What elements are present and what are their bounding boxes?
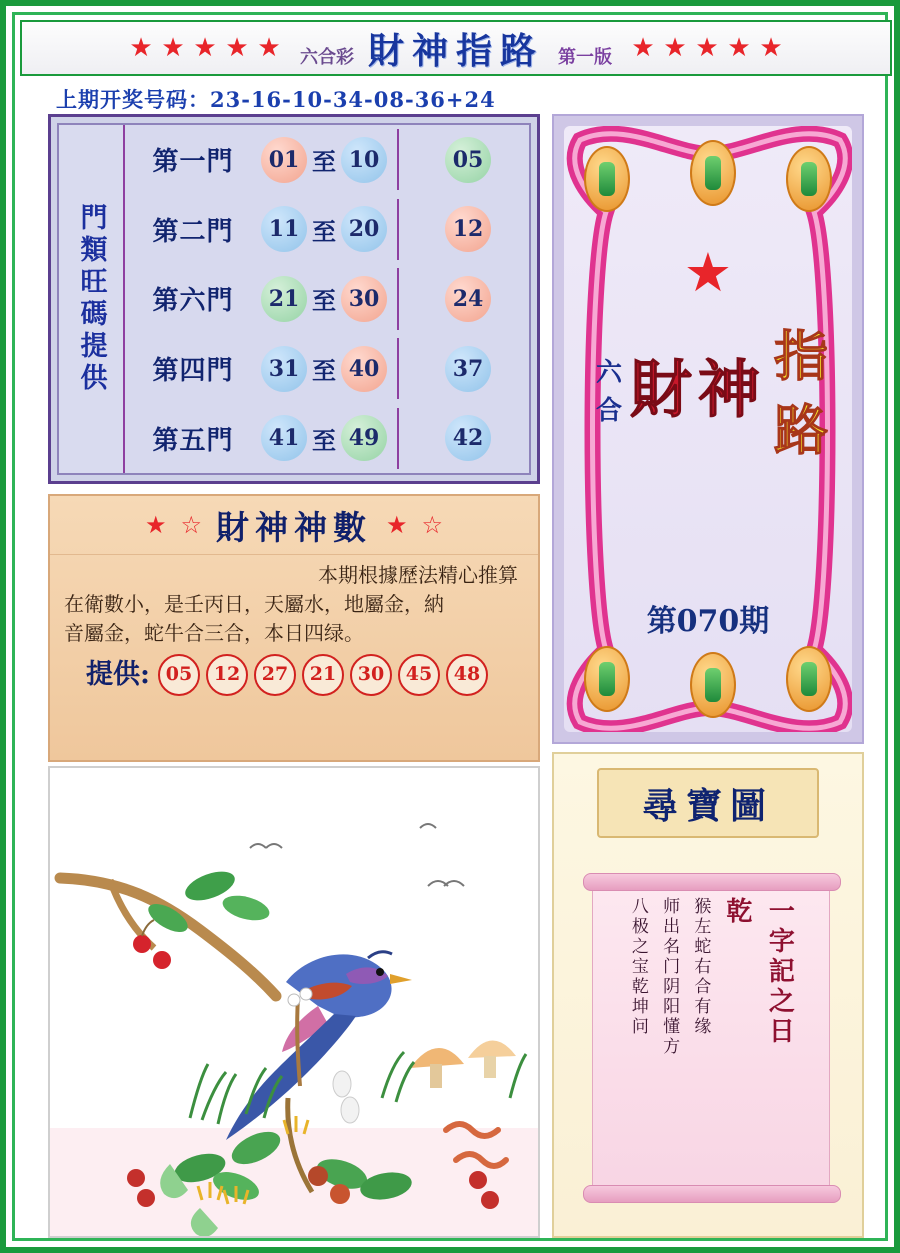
poster-inner — [564, 126, 852, 732]
divine-picks-row — [64, 648, 524, 696]
poster-char-lu: 路 — [774, 398, 828, 462]
scroll-column-3: 猴左蛇右合有缘 — [690, 897, 711, 1037]
gate-name: 第六門 — [152, 286, 234, 317]
gate-connector: 至 — [312, 356, 336, 386]
poster-char-he: 合 — [596, 396, 623, 426]
scroll-column-qian: 乾 — [721, 897, 752, 927]
picks-label: 提供: — [86, 659, 150, 691]
bird-illustration-svg — [50, 768, 538, 1236]
header-edition: 第一版 — [558, 46, 612, 68]
pick-number: 30 — [350, 654, 392, 696]
pick-number: 12 — [206, 654, 248, 696]
poster-title-characters — [586, 306, 830, 586]
gem-icon — [786, 146, 832, 212]
gate-special-number: 05 — [445, 137, 491, 183]
star-icon: ★ — [225, 33, 249, 63]
gate-special-cell — [407, 137, 529, 183]
header-stars-left — [128, 35, 282, 61]
gate-connector: 至 — [312, 425, 336, 455]
scroll-columns — [593, 897, 829, 1179]
divine-numbers-text — [50, 555, 538, 696]
header-stars-right — [630, 35, 784, 61]
star-icon: ★ — [695, 33, 719, 63]
gem-icon — [690, 140, 736, 206]
star-icon: ★ — [683, 241, 733, 304]
divine-numbers-title-bar — [50, 496, 538, 555]
gate-range-to: 30 — [341, 276, 387, 322]
gate-range-to: 10 — [341, 137, 387, 183]
gate-special-number: 24 — [445, 276, 491, 322]
poster-char-zhi: 指 — [774, 324, 828, 388]
star-icon: ★ — [759, 33, 783, 63]
poster-panel — [552, 114, 864, 744]
divine-text-line-1: 本期根據歷法精心推算 — [318, 563, 518, 587]
table-row — [125, 264, 529, 334]
gate-range-from: 21 — [261, 276, 307, 322]
gate-divider — [397, 268, 399, 329]
table-row — [125, 195, 529, 265]
pick-number: 45 — [398, 654, 440, 696]
gate-name: 第一門 — [152, 147, 234, 178]
pick-number: 05 — [158, 654, 200, 696]
scroll-column-4: 师出名门阴阳懂方 — [659, 897, 680, 1057]
gem-icon — [584, 146, 630, 212]
gate-divider — [397, 338, 399, 399]
gate-table-inner — [57, 123, 531, 475]
star-icon: ★ — [727, 33, 751, 63]
star-icon: ★ — [386, 511, 408, 539]
star-icon: ★ — [631, 33, 655, 63]
table-row — [125, 125, 529, 195]
pick-number: 21 — [302, 654, 344, 696]
star-outline-icon: ☆ — [421, 511, 444, 539]
gate-rows — [125, 125, 529, 473]
star-icon: ★ — [144, 511, 167, 539]
gem-icon — [584, 646, 630, 712]
gate-special-number: 12 — [445, 206, 491, 252]
poster-char-cai: 財 — [630, 353, 693, 426]
gate-name: 第二門 — [152, 216, 234, 247]
star-icon: ★ — [663, 33, 687, 63]
gate-special-number: 37 — [445, 346, 491, 392]
table-row — [125, 334, 529, 404]
gate-divider — [397, 408, 399, 469]
gate-special-cell — [407, 346, 529, 392]
gate-divider — [397, 129, 399, 190]
page-title: 財神指路 — [367, 29, 544, 72]
header-subtitle: 六合彩 — [299, 46, 354, 68]
pick-number: 48 — [446, 654, 488, 696]
gate-range-from: 11 — [261, 206, 307, 252]
gate-side-label — [59, 125, 125, 473]
divine-numbers-title: 財神神數 — [216, 507, 372, 547]
pick-number: 27 — [254, 654, 296, 696]
treasure-map-title: 尋寶圖 — [597, 768, 819, 838]
gate-connector: 至 — [312, 286, 336, 316]
gate-special-cell — [407, 415, 529, 461]
star-icon: ★ — [129, 33, 153, 63]
divine-text-line-3: 音屬金，蛇牛合三合，本日四绿。 — [64, 621, 364, 645]
last-draw-numbers: 上期开奖号码：23-16-10-34-08-36+24 — [56, 87, 496, 112]
gate-range-to: 49 — [341, 415, 387, 461]
gate-range-from: 41 — [261, 415, 307, 461]
bird-illustration — [48, 766, 540, 1238]
scroll-column-5: 八极之宝乾坤问 — [627, 897, 648, 1037]
star-icon: ★ — [161, 33, 185, 63]
treasure-map-panel — [552, 752, 864, 1238]
divine-numbers-panel — [48, 494, 540, 762]
gem-icon — [690, 652, 736, 718]
gate-name: 第四門 — [152, 356, 234, 387]
poster-char-shen: 神 — [698, 353, 761, 426]
scroll-column-main: 一字記之日 — [764, 897, 795, 1047]
header-title-group — [300, 23, 612, 74]
gate-name: 第五門 — [152, 425, 234, 456]
divine-text-line-2: 在衛數小，是壬丙日，天屬水，地屬金，納 — [64, 592, 444, 616]
gate-special-cell — [407, 276, 529, 322]
header-banner — [20, 20, 892, 76]
gate-range-from: 31 — [261, 346, 307, 392]
gate-connector: 至 — [312, 216, 336, 246]
gate-connector: 至 — [312, 147, 336, 177]
scroll-graphic — [592, 882, 830, 1194]
gate-range-to: 20 — [341, 206, 387, 252]
star-outline-icon: ☆ — [180, 511, 202, 539]
star-icon: ★ — [257, 33, 281, 63]
gate-table — [48, 114, 540, 484]
star-icon: ★ — [193, 33, 217, 63]
poster-char-liu: 六 — [596, 358, 623, 388]
table-row — [125, 403, 529, 473]
gate-special-number: 42 — [445, 415, 491, 461]
gate-divider — [397, 199, 399, 260]
gate-special-cell — [407, 206, 529, 252]
issue-number: 第070期 — [646, 604, 770, 639]
gate-range-to: 40 — [341, 346, 387, 392]
gate-side-label-text: 門類旺碼提供 — [75, 203, 107, 395]
gem-icon — [786, 646, 832, 712]
gate-range-from: 01 — [261, 137, 307, 183]
